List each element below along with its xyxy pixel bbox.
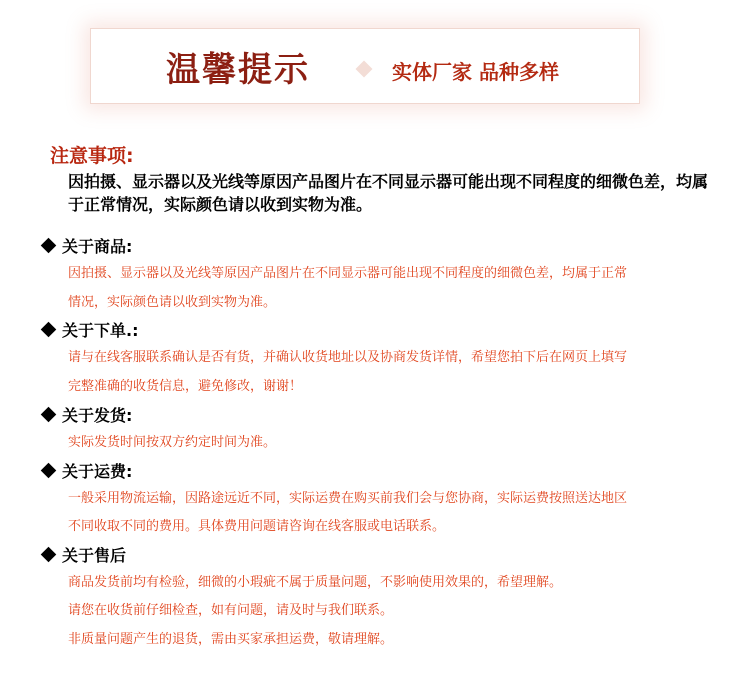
section-title: 关于发货: [62, 406, 133, 425]
section-heading-shipping [40, 403, 132, 426]
notice-body: 因拍摄、显示器以及光线等原因产品图片在不同显示器可能出现不同程度的细微色差，均属于正常情况，实际颜色请以收到实物为准。 [68, 172, 709, 214]
diamond-bullet-icon [41, 547, 57, 563]
banner-title: 温馨提示 [166, 50, 310, 90]
section-title: 关于下单.: [62, 321, 139, 340]
section-line: 不同收取不同的费用。具体费用问题请咨询在线客服或电话联系。 [68, 519, 446, 534]
section-line: 实际发货时间按双方约定时间为准。 [68, 435, 277, 450]
section-title: 关于商品: [62, 237, 133, 256]
section-line: 一般采用物流运输，因路途远近不同，实际运费在购买前我们会与您协商，实际运费按照送达地区 [68, 491, 628, 506]
section-heading-order [40, 318, 138, 341]
diamond-bullet-icon [41, 238, 57, 254]
diamond-bullet-icon [41, 322, 57, 338]
section-heading-after-sales [40, 543, 126, 566]
section-line: 请您在收货前仔细检查，如有问题，请及时与我们联系。 [68, 603, 394, 618]
section-line: 因拍摄、显示器以及光线等原因产品图片在不同显示器可能出现不同程度的细微色差，均属于正常 [68, 266, 628, 281]
diamond-bullet-icon [41, 463, 57, 479]
section-line: 完整准确的收货信息，避免修改，谢谢！ [68, 379, 303, 394]
section-line: 商品发货前均有检验，细微的小瑕疵不属于质量问题，不影响使用效果的，希望理解。 [68, 575, 563, 590]
diamond-bullet-icon [41, 407, 57, 423]
section-heading-freight [40, 459, 132, 482]
section-heading-product [40, 234, 132, 257]
section-line: 情况，实际颜色请以收到实物为准。 [68, 295, 277, 310]
section-title: 关于运费: [62, 462, 133, 481]
notice-heading: 注意事项: [50, 145, 134, 167]
banner-subtitle: 实体厂家 品种多样 [392, 60, 559, 84]
section-title: 关于售后 [62, 546, 127, 565]
section-line: 非质量问题产生的退货，需由买家承担运费，敬请理解。 [68, 632, 394, 647]
section-line: 请与在线客服联系确认是否有货，并确认收货地址以及协商发货详情，希望您拍下后在网页上填写 [68, 350, 628, 365]
